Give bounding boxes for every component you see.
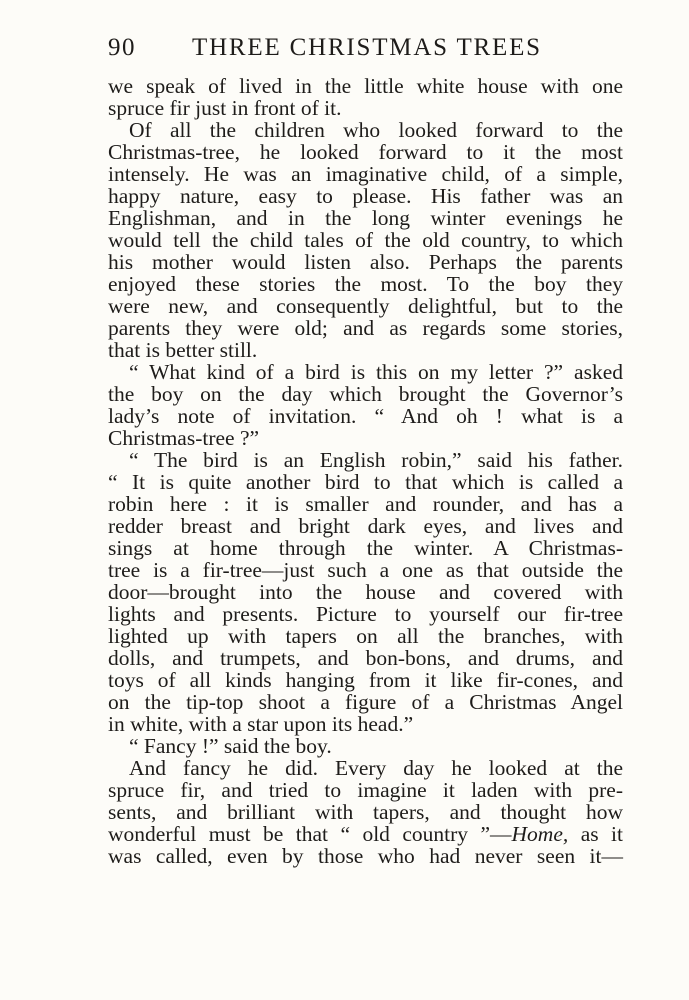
text-line: Christmas-tree ?”	[108, 426, 260, 450]
text-line: Christmas-tree, he looked forward to it the most	[108, 140, 623, 164]
page-number: 90	[108, 34, 136, 61]
text-line: toys of all kinds hanging from it like fir-cones, and	[108, 668, 623, 692]
text-line: parents they were old; and as regards some stories,	[108, 316, 623, 340]
text-line: sings at home through the winter. A Christmas-	[108, 536, 623, 560]
text-line: lady’s note of invitation. “ And oh ! what is a	[108, 404, 623, 428]
text-line: lights and presents. Picture to yourself our fir-tree	[108, 602, 623, 626]
emphasized-word: Home,	[511, 822, 569, 846]
text-line: spruce fir, and tried to imagine it laden with pre-	[108, 778, 623, 802]
text-line: dolls, and trumpets, and bon-bons, and drums, and	[108, 646, 623, 670]
text-line: would tell the child tales of the old country, to which	[108, 228, 623, 252]
text-line: “ The bird is an English robin,” said his father.	[129, 448, 623, 472]
text-line: robin here : it is smaller and rounder, and has a	[108, 492, 623, 516]
body-text	[108, 75, 623, 867]
text-line: And fancy he did. Every day he looked at the	[129, 756, 623, 780]
text-line: “ It is quite another bird to that which is called a	[108, 470, 623, 494]
text-line: Englishman, and in the long winter evenings he	[108, 206, 623, 230]
text-line: was called, even by those who had never seen it—	[108, 844, 623, 868]
text-line: lighted up with tapers on all the branches, with	[108, 624, 623, 648]
running-head	[108, 34, 624, 68]
text-line: door—brought into the house and covered with	[108, 580, 623, 604]
text-line: wonderful must be that “ old country ”—Home, as it	[108, 822, 624, 846]
text-line: Of all the children who looked forward to the	[129, 118, 623, 142]
text-line: his mother would listen also. Perhaps the parents	[108, 250, 623, 274]
text-line: sents, and brilliant with tapers, and thought how	[108, 800, 623, 824]
text-line: were new, and consequently delightful, but to the	[108, 294, 623, 318]
text-line: “ What kind of a bird is this on my letter ?” asked	[129, 360, 623, 384]
text-line: in white, with a star upon its head.”	[108, 712, 414, 736]
text-line: happy nature, easy to please. His father was an	[108, 184, 623, 208]
text-line: we speak of lived in the little white house with one	[108, 74, 623, 98]
text-line: tree is a fir-tree—just such a one as that outside the	[108, 558, 623, 582]
text-line: “ Fancy !” said the boy.	[129, 734, 332, 758]
text-line: redder breast and bright dark eyes, and lives and	[108, 514, 623, 538]
text-line: spruce fir just in front of it.	[108, 96, 342, 120]
text-line: enjoyed these stories the most. To the boy they	[108, 272, 623, 296]
text-line: the boy on the day which brought the Governor’s	[108, 382, 623, 406]
text-line: intensely. He was an imaginative child, of a simple,	[108, 162, 623, 186]
text-line: that is better still.	[108, 338, 258, 362]
running-title: THREE CHRISTMAS TREES	[192, 34, 542, 61]
text-line: on the tip-top shoot a figure of a Christmas Angel	[108, 690, 623, 714]
